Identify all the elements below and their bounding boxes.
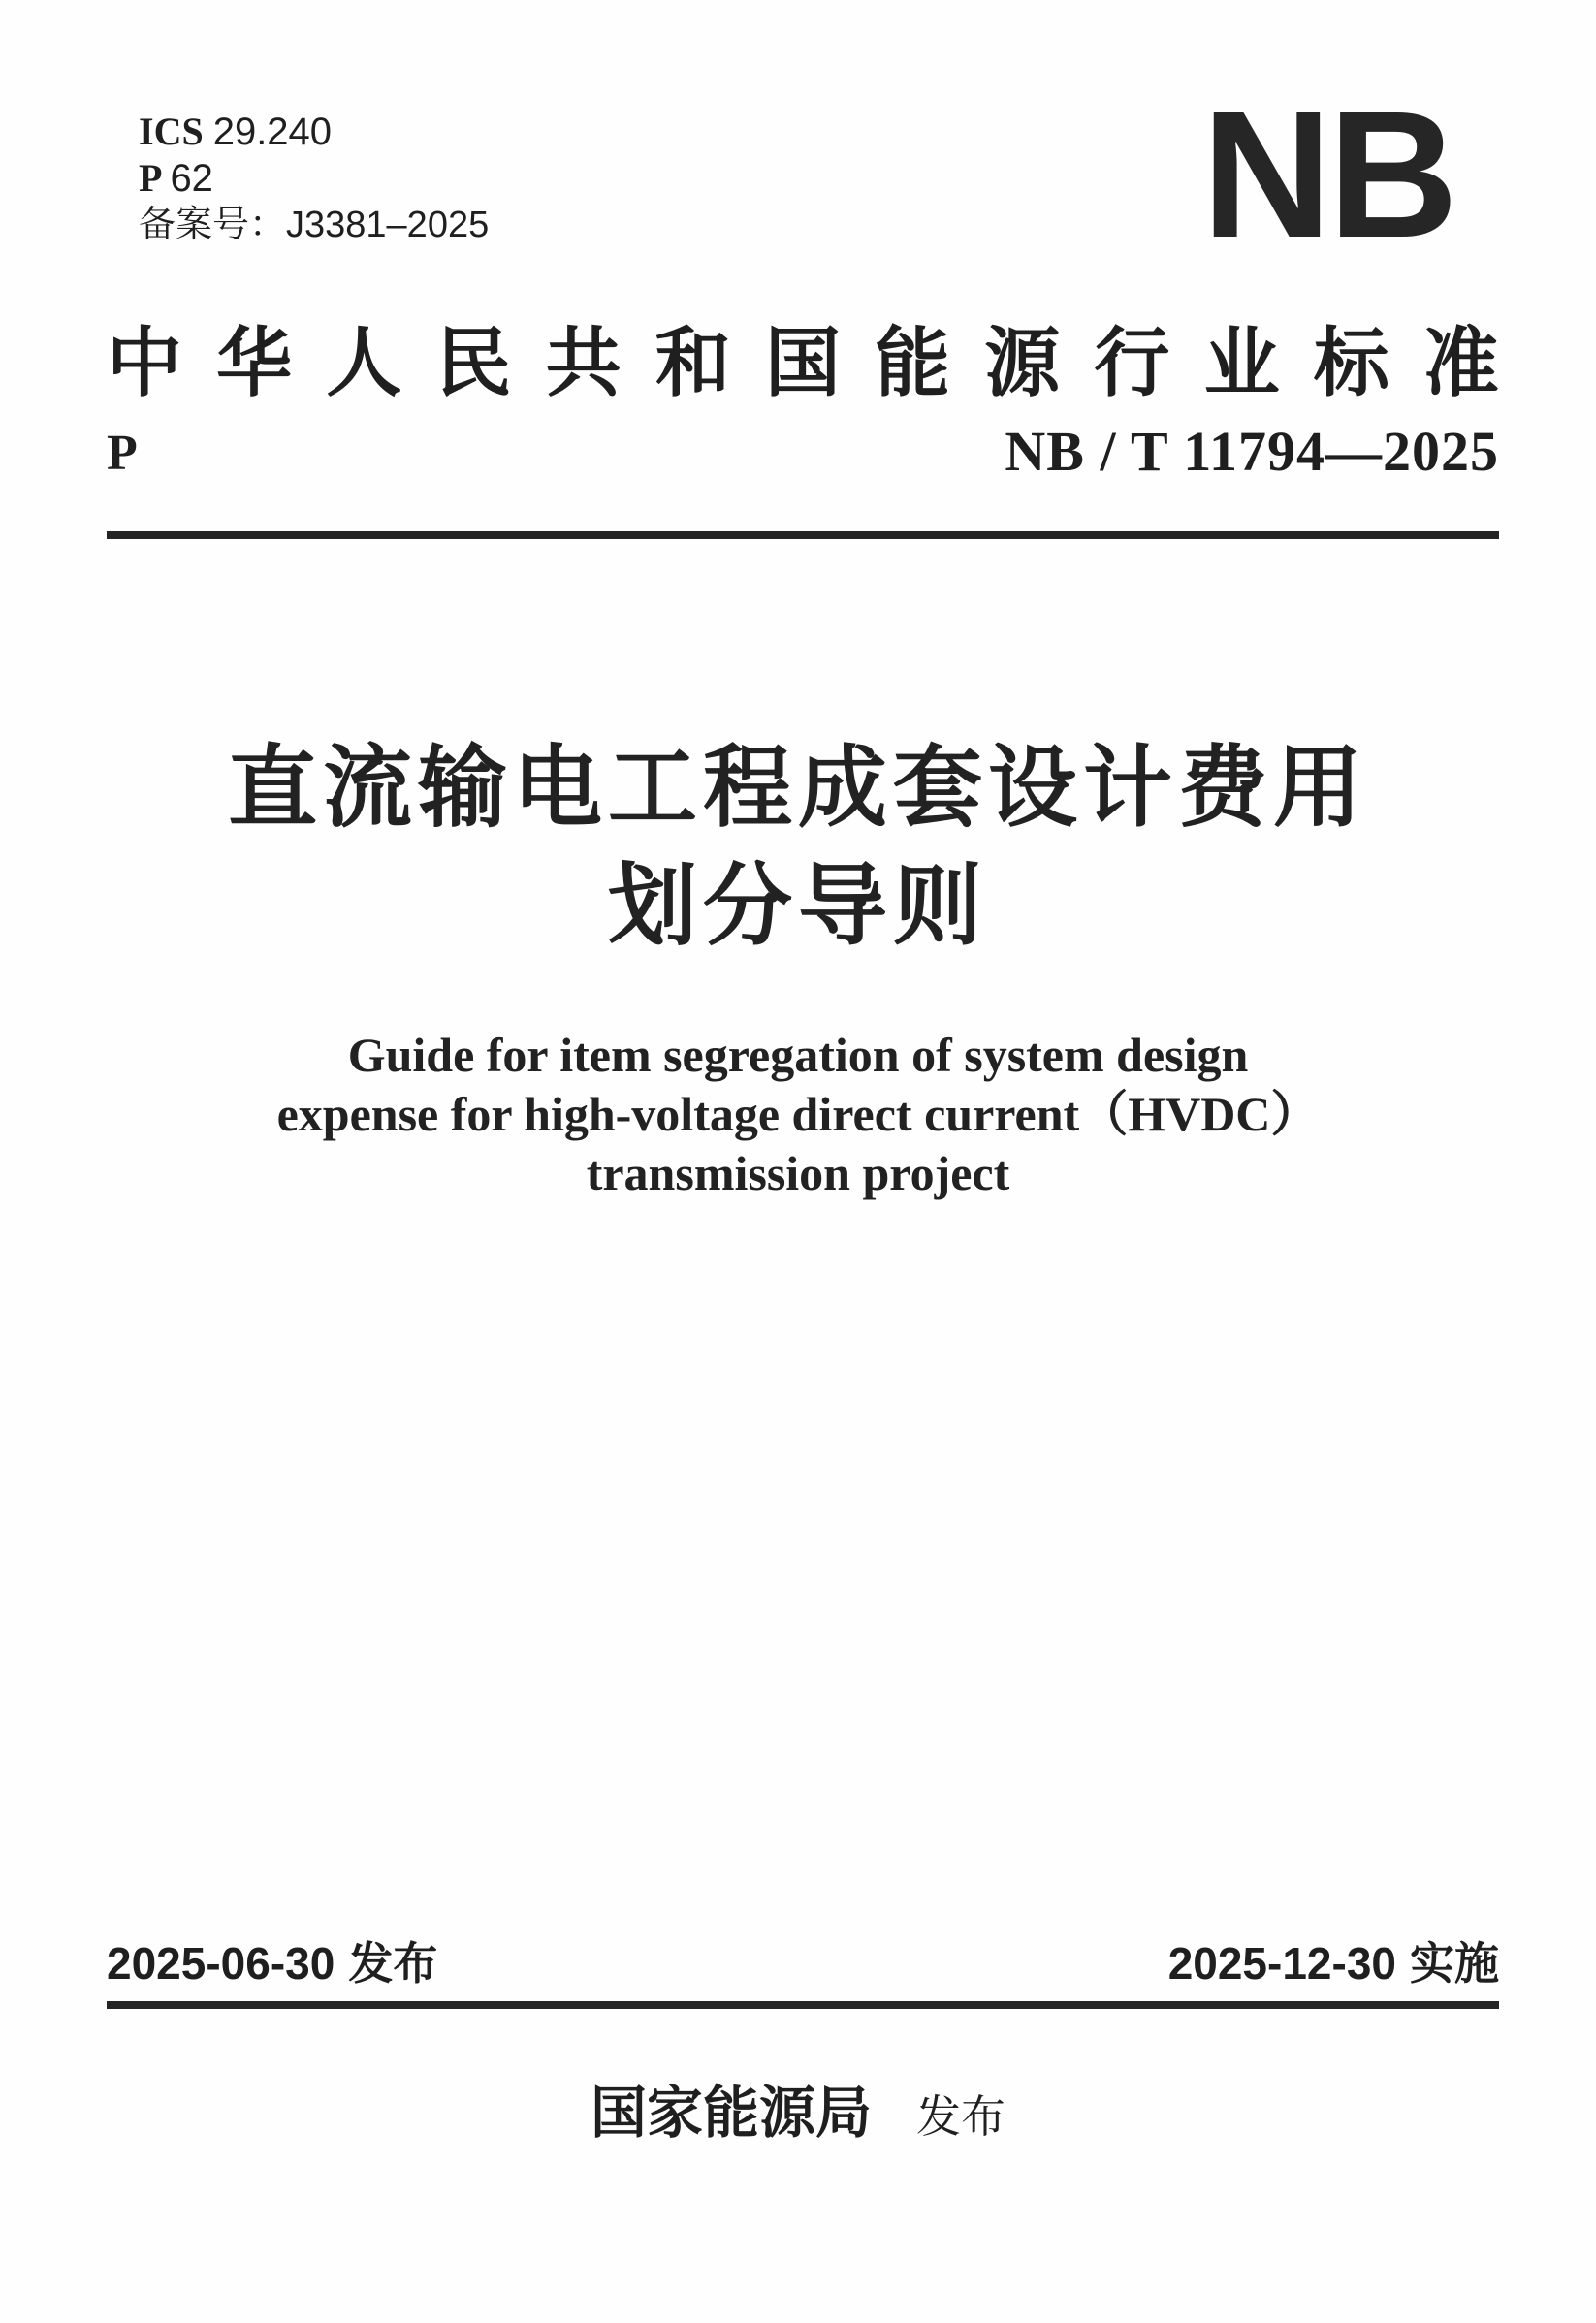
ics-line <box>139 109 489 155</box>
record-number-line <box>139 202 489 248</box>
title-english-line2: expense for high-voltage direct current（HVDC） <box>276 1087 1320 1141</box>
top-divider-rule <box>107 531 1499 539</box>
publisher-row <box>0 2083 1596 2145</box>
title-english-line1: Guide for item segregation of system design <box>347 1028 1249 1082</box>
publish-label: 发布 <box>916 2091 1005 2142</box>
issue-date: 2025-06-30 <box>107 1938 335 1989</box>
ics-label: ICS <box>139 110 204 153</box>
bottom-divider-rule <box>107 2001 1499 2009</box>
issue-date-group <box>107 1939 437 1988</box>
title-english <box>0 1026 1596 1203</box>
record-number: J3381–2025 <box>286 205 490 245</box>
standard-number: NB / T 11794—2025 <box>1005 420 1499 483</box>
issue-label: 发布 <box>348 1938 438 1989</box>
class-letter: P <box>107 426 138 481</box>
implement-label: 实施 <box>1410 1938 1499 1989</box>
dates-row <box>107 1939 1499 1988</box>
standard-type-heading: 中 华 人 民 共 和 国 能 源 行 业 标 准 <box>107 321 1499 405</box>
record-label: 备案号： <box>139 205 287 245</box>
publisher-name: 国家能源局 <box>590 2082 872 2145</box>
title-chinese <box>0 729 1596 966</box>
nb-logo: NB <box>1201 75 1454 275</box>
implement-date-group <box>1168 1939 1499 1988</box>
implement-date: 2025-12-30 <box>1167 1938 1396 1989</box>
title-english-line3: transmission project <box>586 1146 1010 1200</box>
class-code-letter: P <box>139 156 163 200</box>
class-and-number-row <box>107 421 1499 483</box>
class-code-line <box>139 155 489 202</box>
title-chinese-line1: 直流输电工程成套设计费用 <box>227 739 1368 838</box>
ics-code: 29.240 <box>212 111 333 153</box>
class-code-number: 62 <box>170 157 213 200</box>
title-chinese-line2: 划分导则 <box>607 857 988 956</box>
meta-block <box>139 109 489 248</box>
